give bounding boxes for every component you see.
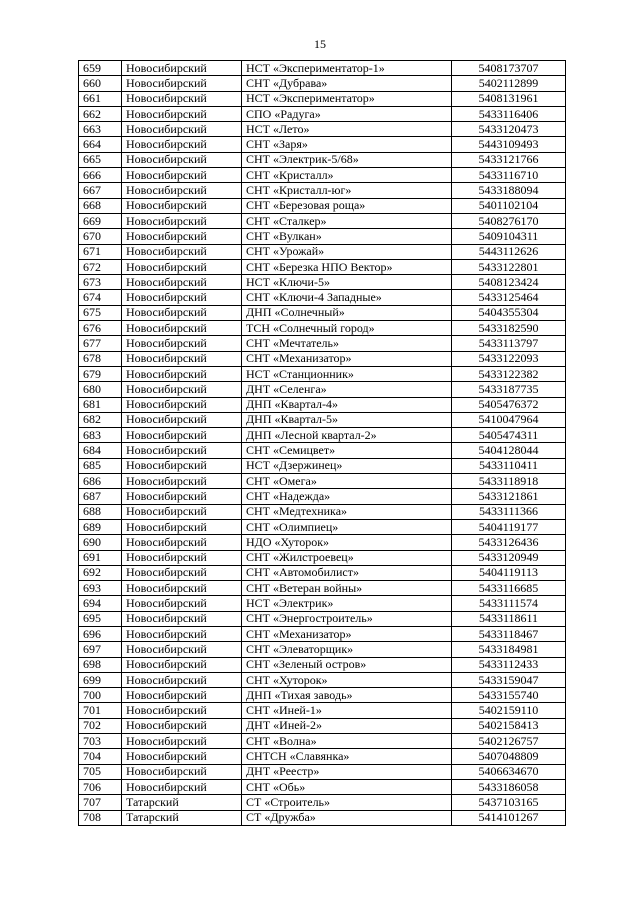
organization-name-cell: СНТ «Жилстроевец» [242, 550, 452, 565]
row-number-cell: 661 [79, 91, 122, 106]
inn-cell: 5404355304 [452, 305, 566, 320]
row-number-cell: 704 [79, 749, 122, 764]
district-cell: Новосибирский [122, 397, 242, 412]
district-cell: Новосибирский [122, 76, 242, 91]
inn-cell: 5402159110 [452, 703, 566, 718]
inn-cell: 5433159047 [452, 672, 566, 687]
organization-name-cell: СНТ «Зеленый остров» [242, 657, 452, 672]
organization-name-cell: СНТ «Ветеран войны» [242, 581, 452, 596]
district-cell: Новосибирский [122, 779, 242, 794]
district-cell: Новосибирский [122, 718, 242, 733]
table-row [79, 474, 566, 489]
table-row [79, 275, 566, 290]
inn-cell: 5401102104 [452, 198, 566, 213]
district-cell: Новосибирский [122, 275, 242, 290]
table-row [79, 550, 566, 565]
registry-table-body [79, 61, 566, 826]
organization-name-cell: ТСН «Солнечный город» [242, 321, 452, 336]
table-row [79, 489, 566, 504]
inn-cell: 5433118611 [452, 611, 566, 626]
row-number-cell: 693 [79, 581, 122, 596]
organization-name-cell: ДНП «Квартал-5» [242, 412, 452, 427]
inn-cell: 5433122801 [452, 259, 566, 274]
organization-name-cell: СНТ «Хуторок» [242, 672, 452, 687]
district-cell: Новосибирский [122, 749, 242, 764]
district-cell: Новосибирский [122, 611, 242, 626]
table-row [79, 229, 566, 244]
inn-cell: 5443112626 [452, 244, 566, 259]
district-cell: Новосибирский [122, 550, 242, 565]
organization-name-cell: СНТ «Березка НПО Вектор» [242, 259, 452, 274]
district-cell: Новосибирский [122, 91, 242, 106]
district-cell: Новосибирский [122, 642, 242, 657]
district-cell: Новосибирский [122, 535, 242, 550]
organization-name-cell: СНТ «Надежда» [242, 489, 452, 504]
organization-name-cell: СНТ «Кристалл» [242, 168, 452, 183]
district-cell: Новосибирский [122, 581, 242, 596]
table-row [79, 259, 566, 274]
district-cell: Новосибирский [122, 152, 242, 167]
inn-cell: 5433118918 [452, 474, 566, 489]
table-row [79, 290, 566, 305]
row-number-cell: 689 [79, 519, 122, 534]
inn-cell: 5405474311 [452, 428, 566, 443]
table-row [79, 596, 566, 611]
inn-cell: 5433125464 [452, 290, 566, 305]
row-number-cell: 670 [79, 229, 122, 244]
inn-cell: 5433111366 [452, 504, 566, 519]
organization-name-cell: СНТ «Иней-1» [242, 703, 452, 718]
inn-cell: 5408173707 [452, 61, 566, 76]
inn-cell: 5433112433 [452, 657, 566, 672]
district-cell: Новосибирский [122, 565, 242, 580]
district-cell: Новосибирский [122, 688, 242, 703]
row-number-cell: 662 [79, 106, 122, 121]
district-cell: Новосибирский [122, 183, 242, 198]
organization-name-cell: СПО «Радуга» [242, 106, 452, 121]
row-number-cell: 664 [79, 137, 122, 152]
inn-cell: 5433121861 [452, 489, 566, 504]
table-row [79, 764, 566, 779]
organization-name-cell: СНТ «Заря» [242, 137, 452, 152]
district-cell: Новосибирский [122, 305, 242, 320]
table-row [79, 244, 566, 259]
row-number-cell: 676 [79, 321, 122, 336]
row-number-cell: 699 [79, 672, 122, 687]
inn-cell: 5437103165 [452, 795, 566, 810]
district-cell: Новосибирский [122, 137, 242, 152]
row-number-cell: 674 [79, 290, 122, 305]
table-row [79, 305, 566, 320]
row-number-cell: 667 [79, 183, 122, 198]
table-row [79, 61, 566, 76]
table-row [79, 779, 566, 794]
inn-cell: 5405476372 [452, 397, 566, 412]
row-number-cell: 707 [79, 795, 122, 810]
table-row [79, 443, 566, 458]
table-row [79, 336, 566, 351]
row-number-cell: 697 [79, 642, 122, 657]
organization-name-cell: СНТ «Волна» [242, 734, 452, 749]
row-number-cell: 675 [79, 305, 122, 320]
row-number-cell: 687 [79, 489, 122, 504]
table-row [79, 749, 566, 764]
page-number: 15 [314, 37, 326, 51]
organization-name-cell: СНТ «Омега» [242, 474, 452, 489]
organization-name-cell: ДНТ «Реестр» [242, 764, 452, 779]
table-row [79, 795, 566, 810]
table-row [79, 581, 566, 596]
organization-name-cell: НСТ «Лето» [242, 122, 452, 137]
table-row [79, 642, 566, 657]
row-number-cell: 678 [79, 351, 122, 366]
organization-name-cell: СТ «Строитель» [242, 795, 452, 810]
table-row [79, 168, 566, 183]
district-cell: Новосибирский [122, 244, 242, 259]
table-row [79, 718, 566, 733]
organization-name-cell: ДНП «Квартал-4» [242, 397, 452, 412]
row-number-cell: 665 [79, 152, 122, 167]
row-number-cell: 705 [79, 764, 122, 779]
inn-cell: 5433113797 [452, 336, 566, 351]
row-number-cell: 681 [79, 397, 122, 412]
row-number-cell: 684 [79, 443, 122, 458]
district-cell: Новосибирский [122, 336, 242, 351]
table-row [79, 106, 566, 121]
organization-name-cell: СНТ «Сталкер» [242, 213, 452, 228]
inn-cell: 5433122093 [452, 351, 566, 366]
row-number-cell: 682 [79, 412, 122, 427]
table-row [79, 122, 566, 137]
row-number-cell: 663 [79, 122, 122, 137]
district-cell: Новосибирский [122, 229, 242, 244]
row-number-cell: 706 [79, 779, 122, 794]
district-cell: Новосибирский [122, 412, 242, 427]
row-number-cell: 683 [79, 428, 122, 443]
organization-name-cell: СНТ «Дубрава» [242, 76, 452, 91]
organization-name-cell: СНТ «Олимпиец» [242, 519, 452, 534]
table-row [79, 351, 566, 366]
inn-cell: 5433182590 [452, 321, 566, 336]
inn-cell: 5433120949 [452, 550, 566, 565]
inn-cell: 5433121766 [452, 152, 566, 167]
inn-cell: 5443109493 [452, 137, 566, 152]
row-number-cell: 659 [79, 61, 122, 76]
inn-cell: 5433120473 [452, 122, 566, 137]
table-row [79, 91, 566, 106]
inn-cell: 5409104311 [452, 229, 566, 244]
row-number-cell: 680 [79, 382, 122, 397]
organization-name-cell: СНТ «Березовая роща» [242, 198, 452, 213]
inn-cell: 5433126436 [452, 535, 566, 550]
table-row [79, 137, 566, 152]
district-cell: Новосибирский [122, 764, 242, 779]
table-row [79, 535, 566, 550]
inn-cell: 5408123424 [452, 275, 566, 290]
district-cell: Новосибирский [122, 122, 242, 137]
table-row [79, 183, 566, 198]
row-number-cell: 688 [79, 504, 122, 519]
row-number-cell: 672 [79, 259, 122, 274]
organization-name-cell: СНТ «Вулкан» [242, 229, 452, 244]
organization-name-cell: СНТ «Энергостроитель» [242, 611, 452, 626]
row-number-cell: 660 [79, 76, 122, 91]
row-number-cell: 695 [79, 611, 122, 626]
inn-cell: 5433155740 [452, 688, 566, 703]
table-row [79, 626, 566, 641]
district-cell: Новосибирский [122, 198, 242, 213]
organization-name-cell: СНТ «Медтехника» [242, 504, 452, 519]
table-row [79, 152, 566, 167]
row-number-cell: 673 [79, 275, 122, 290]
inn-cell: 5433186058 [452, 779, 566, 794]
inn-cell: 5408276170 [452, 213, 566, 228]
table-row [79, 382, 566, 397]
row-number-cell: 692 [79, 565, 122, 580]
district-cell: Новосибирский [122, 734, 242, 749]
district-cell: Новосибирский [122, 321, 242, 336]
table-row [79, 213, 566, 228]
table-row [79, 504, 566, 519]
row-number-cell: 668 [79, 198, 122, 213]
inn-cell: 5402126757 [452, 734, 566, 749]
row-number-cell: 701 [79, 703, 122, 718]
district-cell: Новосибирский [122, 443, 242, 458]
table-row [79, 458, 566, 473]
district-cell: Новосибирский [122, 672, 242, 687]
table-row [79, 428, 566, 443]
organization-name-cell: СНТ «Элеваторщик» [242, 642, 452, 657]
table-row [79, 519, 566, 534]
row-number-cell: 666 [79, 168, 122, 183]
organization-name-cell: СНТСН «Славянка» [242, 749, 452, 764]
table-row [79, 688, 566, 703]
table-row [79, 321, 566, 336]
inn-cell: 5433122382 [452, 366, 566, 381]
organization-name-cell: СНТ «Ключи-4 Западные» [242, 290, 452, 305]
table-row [79, 76, 566, 91]
table-row [79, 198, 566, 213]
district-cell: Новосибирский [122, 351, 242, 366]
district-cell: Новосибирский [122, 428, 242, 443]
row-number-cell: 700 [79, 688, 122, 703]
row-number-cell: 703 [79, 734, 122, 749]
district-cell: Новосибирский [122, 106, 242, 121]
organization-name-cell: НСТ «Экспериментатор» [242, 91, 452, 106]
district-cell: Новосибирский [122, 458, 242, 473]
district-cell: Новосибирский [122, 382, 242, 397]
inn-cell: 5433118467 [452, 626, 566, 641]
organization-name-cell: СНТ «Автомобилист» [242, 565, 452, 580]
inn-cell: 5433184981 [452, 642, 566, 657]
organization-name-cell: ДНТ «Иней-2» [242, 718, 452, 733]
inn-cell: 5433110411 [452, 458, 566, 473]
table-row [79, 412, 566, 427]
district-cell: Новосибирский [122, 519, 242, 534]
organization-name-cell: СНТ «Семицвет» [242, 443, 452, 458]
inn-cell: 5407048809 [452, 749, 566, 764]
organization-name-cell: СТ «Дружба» [242, 810, 452, 825]
organization-name-cell: НДО «Хуторок» [242, 535, 452, 550]
inn-cell: 5408131961 [452, 91, 566, 106]
inn-cell: 5433187735 [452, 382, 566, 397]
inn-cell: 5433116710 [452, 168, 566, 183]
organization-name-cell: СНТ «Обь» [242, 779, 452, 794]
district-cell: Новосибирский [122, 504, 242, 519]
row-number-cell: 679 [79, 366, 122, 381]
district-cell: Новосибирский [122, 657, 242, 672]
district-cell: Новосибирский [122, 474, 242, 489]
row-number-cell: 686 [79, 474, 122, 489]
district-cell: Новосибирский [122, 168, 242, 183]
district-cell: Новосибирский [122, 703, 242, 718]
row-number-cell: 698 [79, 657, 122, 672]
row-number-cell: 691 [79, 550, 122, 565]
organization-name-cell: НСТ «Экспериментатор-1» [242, 61, 452, 76]
row-number-cell: 702 [79, 718, 122, 733]
row-number-cell: 696 [79, 626, 122, 641]
organization-name-cell: ДНП «Лесной квартал-2» [242, 428, 452, 443]
district-cell: Новосибирский [122, 259, 242, 274]
table-row [79, 672, 566, 687]
table-row [79, 565, 566, 580]
district-cell: Новосибирский [122, 489, 242, 504]
row-number-cell: 708 [79, 810, 122, 825]
district-cell: Новосибирский [122, 213, 242, 228]
organization-name-cell: СНТ «Механизатор» [242, 351, 452, 366]
organization-name-cell: ДНП «Тихая заводь» [242, 688, 452, 703]
table-row [79, 734, 566, 749]
inn-cell: 5402158413 [452, 718, 566, 733]
row-number-cell: 685 [79, 458, 122, 473]
inn-cell: 5404119177 [452, 519, 566, 534]
inn-cell: 5404119113 [452, 565, 566, 580]
table-row [79, 397, 566, 412]
table-row [79, 611, 566, 626]
district-cell: Новосибирский [122, 290, 242, 305]
inn-cell: 5410047964 [452, 412, 566, 427]
organization-name-cell: НСТ «Дзержинец» [242, 458, 452, 473]
inn-cell: 5433116685 [452, 581, 566, 596]
organization-name-cell: ДНП «Солнечный» [242, 305, 452, 320]
row-number-cell: 677 [79, 336, 122, 351]
inn-cell: 5404128044 [452, 443, 566, 458]
table-row [79, 366, 566, 381]
organization-name-cell: СНТ «Кристалл-юг» [242, 183, 452, 198]
row-number-cell: 694 [79, 596, 122, 611]
table-row [79, 657, 566, 672]
district-cell: Новосибирский [122, 626, 242, 641]
district-cell: Новосибирский [122, 366, 242, 381]
registry-table [78, 60, 566, 826]
district-cell: Новосибирский [122, 596, 242, 611]
organization-name-cell: НСТ «Ключи-5» [242, 275, 452, 290]
table-row [79, 810, 566, 825]
organization-name-cell: СНТ «Мечтатель» [242, 336, 452, 351]
inn-cell: 5402112899 [452, 76, 566, 91]
district-cell: Татарский [122, 795, 242, 810]
inn-cell: 5406634670 [452, 764, 566, 779]
row-number-cell: 669 [79, 213, 122, 228]
organization-name-cell: НСТ «Электрик» [242, 596, 452, 611]
table-row [79, 703, 566, 718]
inn-cell: 5433111574 [452, 596, 566, 611]
district-cell: Татарский [122, 810, 242, 825]
inn-cell: 5414101267 [452, 810, 566, 825]
organization-name-cell: СНТ «Электрик-5/68» [242, 152, 452, 167]
organization-name-cell: НСТ «Станционник» [242, 366, 452, 381]
inn-cell: 5433188094 [452, 183, 566, 198]
district-cell: Новосибирский [122, 61, 242, 76]
row-number-cell: 671 [79, 244, 122, 259]
organization-name-cell: СНТ «Урожай» [242, 244, 452, 259]
row-number-cell: 690 [79, 535, 122, 550]
inn-cell: 5433116406 [452, 106, 566, 121]
organization-name-cell: СНТ «Механизатор» [242, 626, 452, 641]
organization-name-cell: ДНТ «Селенга» [242, 382, 452, 397]
